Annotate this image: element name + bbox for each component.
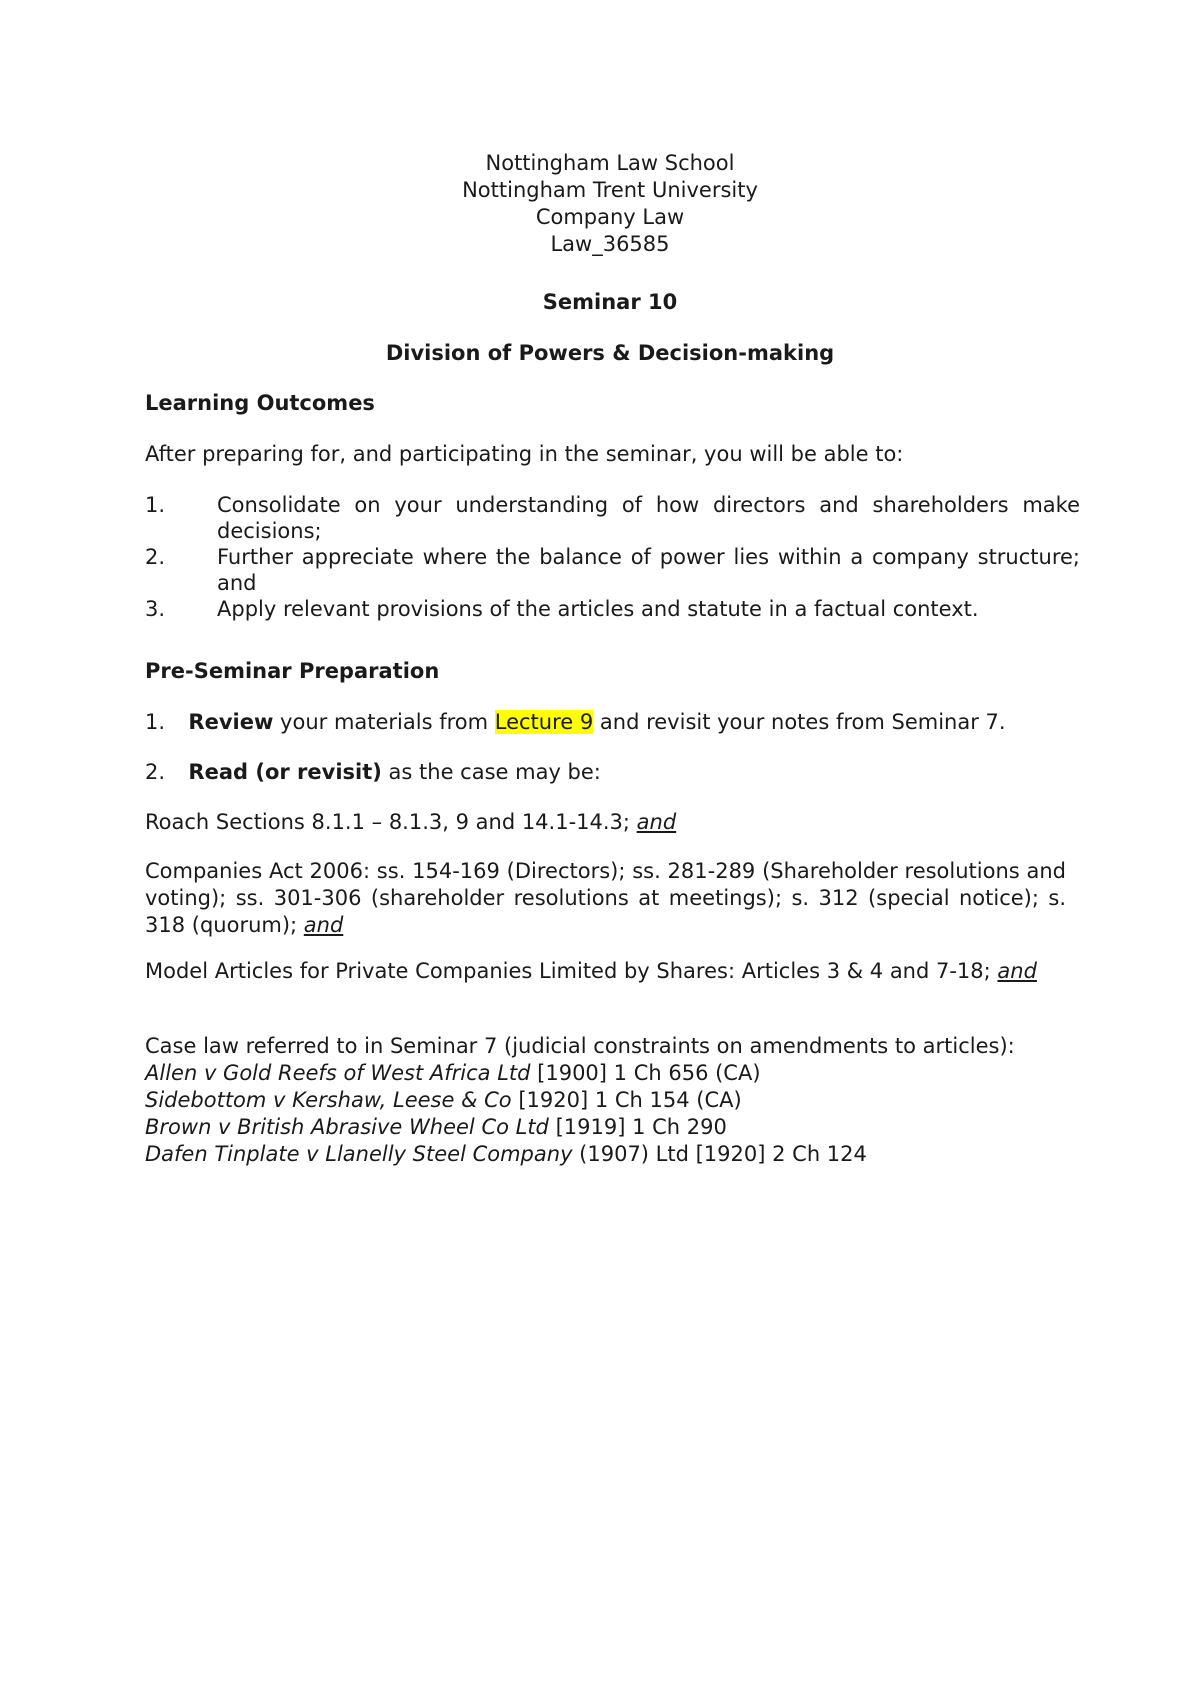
list-item bbox=[145, 544, 1080, 596]
university-name: Nottingham Trent University bbox=[462, 178, 758, 202]
list-number: 2. bbox=[145, 545, 166, 569]
case-reference: [1900] 1 Ch 656 (CA) bbox=[530, 1061, 761, 1085]
list-text: Consolidate on your understanding of how directors and shareholders make decisions; bbox=[217, 493, 1080, 543]
and-connector: and bbox=[303, 913, 344, 937]
case-citation bbox=[145, 1060, 1015, 1087]
case-name: Sidebottom v Kershaw, Leese & Co bbox=[145, 1088, 512, 1112]
read-label: Read (or revisit) bbox=[188, 760, 382, 784]
list-number: 2. bbox=[145, 760, 166, 784]
case-name: Allen v Gold Reefs of West Africa Ltd bbox=[145, 1061, 531, 1085]
seminar-subtitle: Division of Powers & Decision-making bbox=[385, 341, 835, 365]
review-text-b: and revisit your notes from Seminar 7. bbox=[593, 710, 1006, 734]
case-law-section bbox=[145, 1033, 1015, 1168]
learning-outcomes-intro: After preparing for, and participating in the seminar, you will be able to: bbox=[145, 442, 904, 466]
case-name: Dafen Tinplate v Llanelly Steel Company bbox=[145, 1142, 573, 1166]
case-citation bbox=[145, 1114, 1015, 1141]
case-reference: (1907) Ltd [1920] 2 Ch 124 bbox=[572, 1142, 867, 1166]
case-law-intro: Case law referred to in Seminar 7 (judicial constraints on amendments to articles): bbox=[145, 1034, 1015, 1058]
case-reference: [1920] 1 Ch 154 (CA) bbox=[511, 1088, 742, 1112]
preparation-heading: Pre-Seminar Preparation bbox=[145, 659, 440, 683]
document-header bbox=[0, 150, 1200, 258]
learning-outcomes-list bbox=[145, 492, 1080, 622]
seminar-title: Seminar 10 bbox=[542, 290, 678, 314]
companies-act-reading bbox=[145, 858, 1066, 939]
roach-text: Roach Sections 8.1.1 – 8.1.3, 9 and 14.1-14.3; bbox=[145, 810, 637, 834]
list-number: 1. bbox=[145, 493, 166, 517]
module-name: Company Law bbox=[535, 205, 685, 229]
case-citation bbox=[145, 1141, 1015, 1168]
preparation-item-read bbox=[145, 760, 601, 784]
preparation-item-review bbox=[145, 710, 1006, 734]
list-item bbox=[145, 492, 1080, 544]
case-citation bbox=[145, 1087, 1015, 1114]
school-name: Nottingham Law School bbox=[485, 151, 735, 175]
case-reference: [1919] 1 Ch 290 bbox=[548, 1115, 727, 1139]
lecture-highlight: Lecture 9 bbox=[494, 710, 594, 734]
list-item bbox=[145, 596, 1080, 622]
and-connector: and bbox=[636, 810, 677, 834]
learning-outcomes-heading: Learning Outcomes bbox=[145, 391, 375, 415]
list-number: 3. bbox=[145, 597, 166, 621]
module-code: Law_36585 bbox=[550, 232, 670, 256]
read-text: as the case may be: bbox=[381, 760, 601, 784]
model-articles-text: Model Articles for Private Companies Limited by Shares: Articles 3 & 4 and 7-18; bbox=[145, 959, 998, 983]
case-name: Brown v British Abrasive Wheel Co Ltd bbox=[145, 1115, 549, 1139]
list-text: Apply relevant provisions of the articles and statute in a factual context. bbox=[217, 597, 979, 621]
model-articles-reading bbox=[145, 958, 1066, 985]
review-label: Review bbox=[188, 710, 274, 734]
list-number: 1. bbox=[145, 710, 166, 734]
companies-act-text: Companies Act 2006: ss. 154-169 (Directors); ss. 281-289 (Shareholder resolutions and voting); ss. 301-306 (shareholder resolutions at meetings); s. 312 (special notice); s. 318 (quorum); bbox=[145, 859, 1066, 937]
review-text-a: your materials from bbox=[273, 710, 495, 734]
list-text: Further appreciate where the balance of power lies within a company structure; and bbox=[217, 545, 1080, 595]
and-connector: and bbox=[997, 959, 1037, 983]
roach-reading bbox=[145, 810, 676, 834]
